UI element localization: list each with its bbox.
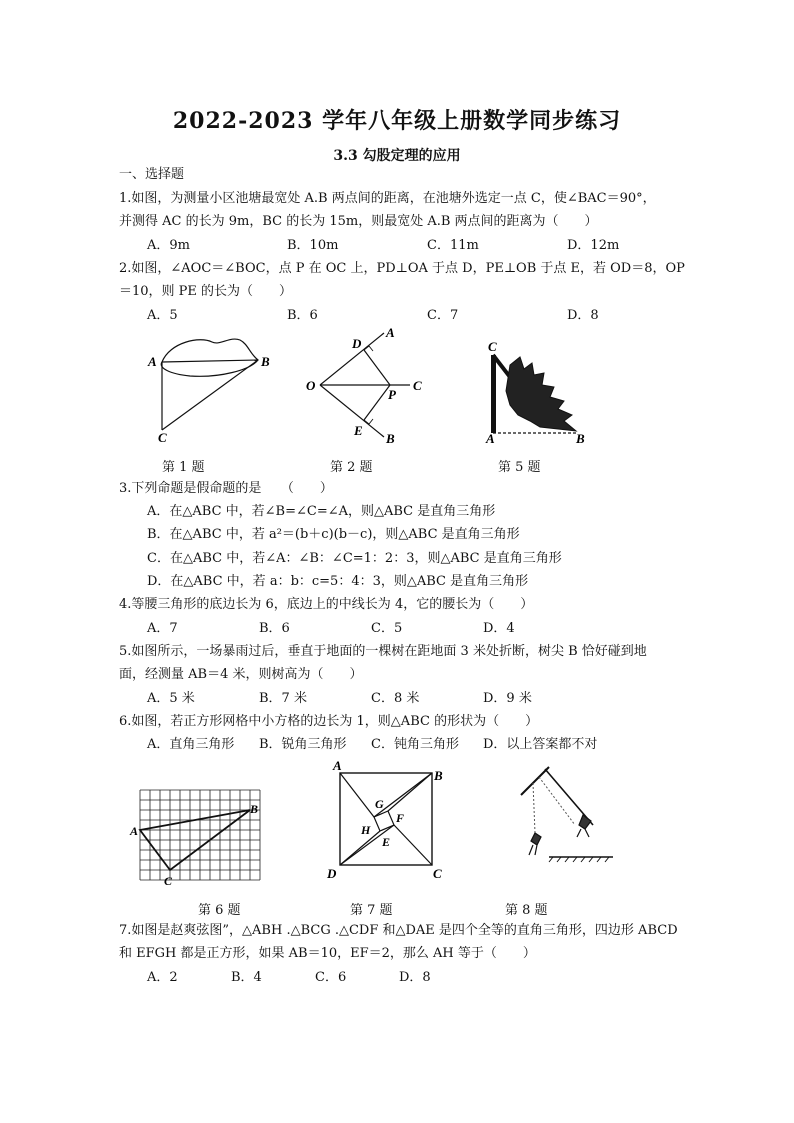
segment-pe	[364, 385, 390, 420]
fig7-label-e: E	[382, 835, 391, 849]
figure-7-zhao-shuang	[325, 758, 455, 883]
fig7-label-c: C	[433, 866, 442, 881]
q7-option-d: D．8	[399, 970, 431, 985]
q6-option-b: B．锐角三角形	[259, 737, 347, 752]
figure-2-angle	[302, 325, 432, 450]
q1-text-line2: 并测得 AC 的长为 9m，BC 的长为 15m，则最宽处 A.B 两点间的距离为（ ）	[119, 214, 598, 229]
fig1-label-a: A	[148, 354, 157, 369]
person-1	[529, 833, 541, 855]
person-2	[577, 815, 591, 837]
right-angle-e	[364, 419, 373, 424]
q7-text-line2: 和 EFGH 都是正方形，如果 AB＝10，EF＝2，那么 AH 等于（ ）	[119, 946, 536, 961]
fig5-label-c: C	[488, 339, 497, 354]
fig2-label-p: P	[388, 387, 396, 402]
q2-text-line1: 2.如图，∠AOC＝∠BOC，点 P 在 OC 上，PD⊥OA 于点 D，PE⊥OB 于点 E，若 OD＝8，OP	[119, 261, 685, 276]
q4-stem: 4.等腰三角形的底边长为 6，底边上的中线长为 4，它的腰长为（ ）	[119, 597, 534, 612]
fig6-label-a: A	[130, 824, 139, 838]
q5-text-line2: 面，经测量 AB＝4 米，则树高为（ ）	[119, 667, 363, 682]
q5-option-b: B．7 米	[259, 691, 307, 706]
figure-5-tree	[480, 335, 590, 445]
ray-ob	[320, 385, 384, 437]
segment-ab	[162, 360, 258, 362]
q3-option-c: C．在△ABC 中，若∠A：∠B：∠C=1：2：3，则△ABC 是直角三角形	[147, 551, 562, 566]
q1-option-a: A．9m	[147, 238, 190, 253]
fig7-label-b: B	[434, 768, 443, 783]
fig2-label-e: E	[354, 423, 363, 438]
slant-pole	[521, 767, 549, 795]
tree-trunk	[491, 355, 496, 433]
fig7-label-g: G	[375, 797, 384, 811]
q2-option-a: A．5	[147, 308, 178, 323]
q2-text-line2: ＝10，则 PE 的长为（ ）	[119, 284, 293, 299]
fig6-label-b: B	[250, 802, 259, 816]
segment-ah	[340, 773, 374, 817]
fig2-label-a: A	[386, 325, 395, 340]
fig7-label-a: A	[333, 758, 342, 773]
q5-text-line1: 5.如图所示，一场暴雨过后，垂直于地面的一棵树在距地面 3 米处折断，树尖 B 恰好碰到地	[119, 644, 647, 659]
page-subtitle: 3.3 勾股定理的应用	[333, 148, 461, 164]
q4-option-b: B．6	[259, 621, 290, 636]
fig7-label-d: D	[327, 866, 337, 881]
q6-option-c: C．钝角三角形	[371, 737, 459, 752]
q5-option-a: A．5 米	[147, 691, 195, 706]
rope-1	[533, 783, 535, 833]
fig5-label-b: B	[576, 431, 585, 446]
fig1-label-c: C	[158, 430, 167, 445]
q5-option-d: D．9 米	[483, 691, 532, 706]
fig5-label-a: A	[486, 431, 495, 446]
q7-option-a: A．2	[147, 970, 178, 985]
page-title: 2022-2023 学年八年级上册数学同步练习	[172, 108, 622, 134]
fig2-label-d: D	[352, 336, 362, 351]
q3-option-d: D．在△ABC 中，若 a：b：c=5：4：3，则△ABC 是直角三角形	[147, 574, 529, 589]
figure-6-grid	[128, 785, 268, 890]
grid-lines	[140, 790, 260, 880]
fig7-label-f: F	[396, 811, 405, 825]
right-angle-d	[364, 346, 373, 351]
q5-option-c: C．8 米	[371, 691, 420, 706]
caption-fig7: 第 7 题	[350, 903, 393, 918]
q1-option-b: B．10m	[287, 238, 339, 253]
fig2-label-b: B	[386, 431, 395, 446]
q7-text-line1: 7.如图是赵爽弦图”，△ABH .△BCG .△CDF 和△DAE 是四个全等的直角三角形，四边形 ABCD	[119, 923, 678, 938]
caption-fig1: 第 1 题	[162, 460, 205, 475]
q2-option-c: C．7	[427, 308, 459, 323]
q1-option-d: D．12m	[567, 238, 620, 253]
q4-option-a: A．7	[147, 621, 178, 636]
segment-bc	[162, 360, 258, 430]
q7-option-c: C．6	[315, 970, 347, 985]
q3-option-a: A．在△ABC 中，若∠B=∠C=∠A，则△ABC 是直角三角形	[147, 504, 496, 519]
caption-fig8: 第 8 题	[505, 903, 548, 918]
segment-pd	[364, 350, 390, 385]
fig2-label-c: C	[413, 378, 422, 393]
figure-8-scene	[505, 765, 615, 875]
caption-fig2: 第 2 题	[330, 460, 373, 475]
fig2-label-o: O	[306, 378, 316, 393]
ground-hatch	[549, 857, 609, 862]
q2-option-d: D．8	[567, 308, 599, 323]
tree-foliage	[506, 357, 576, 431]
fig7-label-h: H	[361, 823, 371, 837]
section-heading: 一、选择题	[119, 167, 185, 182]
q7-option-b: B．4	[231, 970, 262, 985]
q6-stem: 6.如图，若正方形网格中小方格的边长为 1，则△ABC 的形状为（ ）	[119, 714, 539, 729]
q3-option-b: B．在△ABC 中，若 a²＝(b＋c)(b－c)，则△ABC 是直角三角形	[147, 527, 520, 542]
q1-option-c: C．11m	[427, 238, 479, 253]
q4-option-d: D．4	[483, 621, 515, 636]
segment-cf	[394, 825, 432, 865]
q6-option-a: A．直角三角形	[147, 737, 235, 752]
q2-option-b: B．6	[287, 308, 318, 323]
q6-option-d: D．以上答案都不对	[483, 737, 598, 752]
caption-fig5: 第 5 题	[498, 460, 541, 475]
q1-text-line1: 1.如图，为测量小区池塘最宽处 A.B 两点间的距离，在池塘外选定一点 C，使∠BAC＝90°，	[119, 191, 656, 206]
q4-option-c: C．5	[371, 621, 403, 636]
figure-1-pond	[140, 330, 280, 445]
caption-fig6: 第 6 题	[198, 903, 241, 918]
fig6-label-c: C	[164, 874, 173, 888]
fig1-label-b: B	[261, 354, 270, 369]
q3-stem: 3.下列命题是假命题的是 （ ）	[119, 481, 333, 496]
